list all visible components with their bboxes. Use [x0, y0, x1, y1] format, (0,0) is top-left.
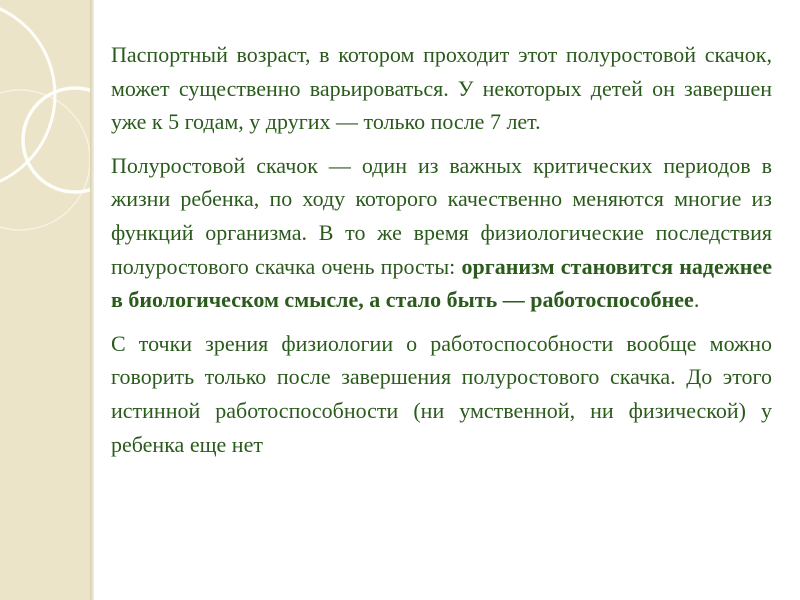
- paragraph-1-text: Паспортный возраст, в котором проходит этот полуростовой скачок, может существенно варьироваться. У некоторых детей он завершен уже к 5 годам, у других — только после 7 лет.: [111, 42, 772, 135]
- slide-body: [111, 38, 772, 471]
- sidebar-divider: [90, 0, 94, 600]
- ring-small: [23, 88, 90, 192]
- paragraph-2-emphasis: организм становится надежнее в биологическом смысле, а стало быть — работоспособнее: [111, 253, 772, 313]
- paragraph-1: [111, 38, 772, 139]
- paragraph-2-text: Полуростовой скачок — один из важных критических периодов в жизни ребенка, по ходу которого качественно меняются многие из функций организма. В то же время физиологические последствия полуростового скачка очень просты:: [111, 152, 772, 279]
- paragraph-2-end: .: [693, 287, 700, 313]
- decorative-sidebar: [0, 0, 90, 600]
- paragraph-3: [111, 327, 772, 461]
- decorative-rings: [0, 0, 90, 600]
- paragraph-2: [111, 149, 772, 317]
- paragraph-3-text: С точки зрения физиологии о работоспособности вообще можно говорить только после завершения полуростового скачка. До этого истинной работоспособности (ни умственной, ни физической) у ребенка еще нет: [111, 330, 772, 457]
- ring-faint: [0, 90, 90, 230]
